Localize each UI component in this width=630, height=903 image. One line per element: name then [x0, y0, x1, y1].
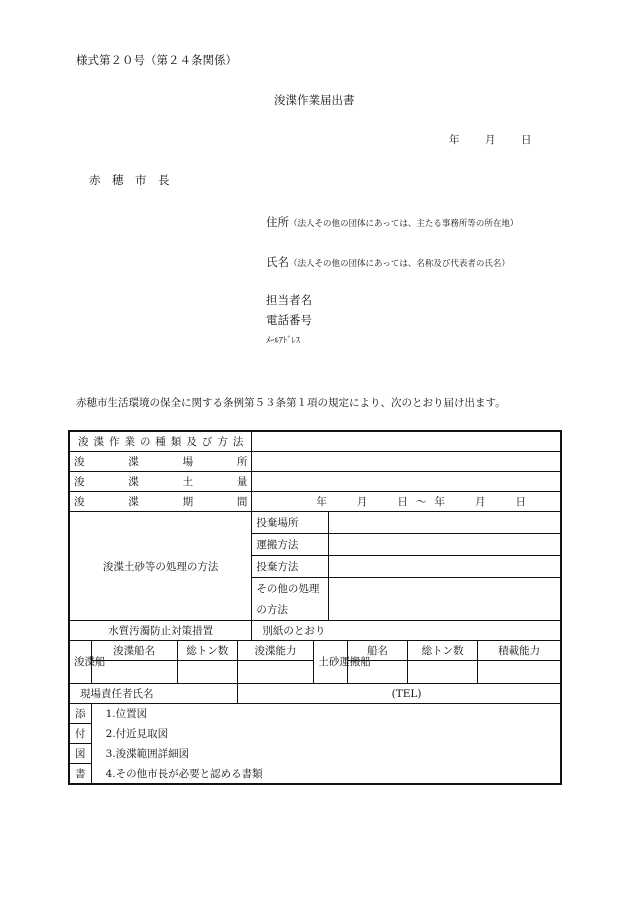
dredging-capacity-label: 浚渫能力 [237, 641, 314, 661]
dredger-group-label: 浚渫船 [69, 641, 91, 684]
period-end-year: 年 [434, 496, 445, 508]
date-month-label: 月 [485, 134, 496, 146]
statement: 赤穂市生活環境の保全に関する条例第５３条第１項の規定により、次のとおり届け出ます。 [76, 397, 506, 409]
site-manager-label: 現場責任者氏名 [69, 684, 237, 704]
form-number: 様式第２０号（第２４条関係） [76, 53, 237, 67]
site-manager-value[interactable] [237, 684, 561, 704]
address-line [266, 211, 518, 230]
name-label: 氏名 [266, 255, 289, 269]
other-disposal-label-1: その他の処理 [252, 578, 329, 600]
phone-label: 電話番号 [266, 313, 312, 327]
period-label: 浚渫期間 [69, 492, 252, 512]
loading-capacity-value[interactable] [478, 661, 561, 684]
period-end-month: 月 [474, 496, 486, 508]
date-day-label: 日 [521, 134, 532, 146]
attachments-group-char: 付 [69, 724, 91, 744]
volume-label: 浚渫土量 [69, 472, 252, 492]
attachment-item: 3.浚渫範囲詳細図 [91, 744, 561, 764]
dump-site-value[interactable] [329, 512, 561, 534]
transport-method-value[interactable] [329, 534, 561, 556]
transport-method-label: 運搬方法 [252, 534, 329, 556]
gross-tonnage-2-value[interactable] [407, 661, 477, 684]
form-title: 浚渫作業届出書 [274, 93, 355, 107]
table-row [69, 512, 561, 534]
attachments-group-char: 図 [69, 744, 91, 764]
date-year-label: 年 [449, 134, 460, 146]
table-row [69, 452, 561, 472]
period-end-day: 日 [515, 496, 526, 508]
period-start-month: 月 [356, 496, 368, 508]
attachments-group-char: 書 [69, 764, 91, 785]
table-row [69, 431, 561, 452]
work-type-value[interactable] [252, 431, 561, 452]
dredging-capacity-value[interactable] [237, 661, 314, 684]
gross-tonnage-label: 総トン数 [177, 641, 237, 661]
attachment-row [69, 724, 561, 744]
table-row [69, 621, 561, 641]
loading-capacity-label: 積載能力 [478, 641, 561, 661]
location-label: 浚渫場所 [69, 452, 252, 472]
address-note: （法人その他の団体にあっては、主たる事務所等の所在地） [289, 219, 519, 229]
period-start-year: 年 [316, 496, 327, 508]
attachment-item: 4.その他市長が必要と認める書類 [91, 764, 561, 785]
table-row [69, 641, 561, 661]
volume-value[interactable] [252, 472, 561, 492]
notification-table [68, 430, 562, 785]
address-label: 住所 [266, 215, 289, 229]
period-separator: ～ [415, 496, 427, 508]
contact-person-label: 担当者名 [266, 293, 312, 307]
pollution-measures-label: 水質汚濁防止対策措置 [69, 621, 252, 641]
location-value[interactable] [252, 452, 561, 472]
table-row [69, 472, 561, 492]
addressee: 赤 穂 市 長 [89, 173, 170, 187]
table-row [69, 492, 561, 512]
email-label: ﾒｰﾙｱﾄﾞﾚｽ [266, 336, 301, 346]
pollution-measures-value [252, 621, 561, 641]
other-disposal-value[interactable] [329, 578, 561, 621]
name-line [266, 251, 510, 270]
dredger-name-label: 浚渫船名 [91, 641, 177, 661]
gross-tonnage-2-label: 総トン数 [407, 641, 477, 661]
attachment-item: 1.位置図 [91, 704, 561, 724]
disposal-method-label: 浚渫土砂等の処理の方法 [69, 512, 252, 621]
attachment-row [69, 764, 561, 785]
other-disposal-label-2: の方法 [252, 599, 329, 621]
tel-label: (TEL) [391, 687, 422, 700]
dump-site-label: 投棄場所 [252, 512, 329, 534]
table-row [69, 684, 561, 704]
dump-method-value[interactable] [329, 556, 561, 578]
work-type-label: 浚渫作業の種類及び方法 [69, 431, 252, 452]
period-value[interactable] [252, 492, 561, 512]
attachments-group-char: 添 [69, 704, 91, 724]
dump-method-label: 投棄方法 [252, 556, 329, 578]
gross-tonnage-value[interactable] [177, 661, 237, 684]
soil-carrier-group-label: 土砂運搬船 [314, 641, 348, 684]
attachment-row [69, 744, 561, 764]
period-start-day: 日 [397, 496, 408, 508]
ship-name-label: 船名 [347, 641, 407, 661]
name-note: （法人その他の団体にあっては、名称及び代表者の氏名） [289, 259, 510, 269]
pollution-measures-text: 別紙のとおり [262, 625, 326, 637]
attachment-item: 2.付近見取図 [91, 724, 561, 744]
attachment-row [69, 704, 561, 724]
